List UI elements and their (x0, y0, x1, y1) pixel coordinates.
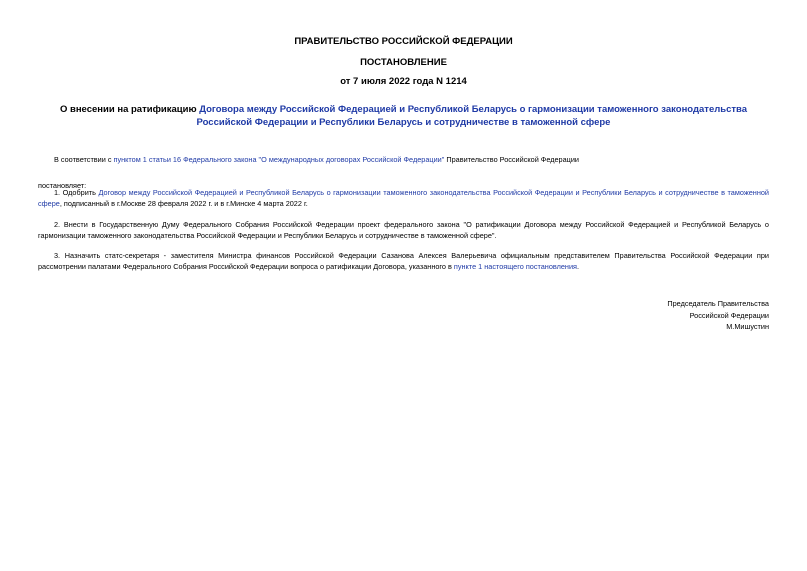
signature-name: М.Мишустин (726, 322, 769, 331)
intro-prefix: В соответствии с (54, 155, 114, 164)
title-prefix: О внесении на ратификацию (59, 104, 200, 115)
document-title (40, 103, 767, 129)
item-1-paragraph (38, 187, 769, 209)
treaty-link[interactable]: Договор между Российской Федерацией и Республикой Беларусь о гармонизации таможенного законодательства Российской Федерации и Республики Беларусь и сотрудничестве в таможенной сфере (38, 188, 769, 208)
document-type: ПОСТАНОВЛЕНИЕ (360, 57, 447, 68)
item-2-paragraph: 2. Внести в Государственную Думу Федерального Собрания Российской Федерации проект федерального закона "О ратификации Договора между Российской Федерацией и Республикой Беларусь о гармонизации таможенного законодательства Российской Федерации и Республики Беларусь и сотрудничестве в таможенной сфере". (38, 220, 769, 240)
document-date-number: от 7 июля 2022 года N 1214 (340, 76, 467, 87)
government-header: ПРАВИТЕЛЬСТВО РОССИЙСКОЙ ФЕДЕРАЦИИ (294, 36, 513, 47)
intro-suffix: Правительство Российской Федерации (444, 155, 580, 164)
intro-paragraph (38, 154, 769, 165)
clause-1-link[interactable]: пункте 1 настоящего постановления (453, 262, 577, 271)
treaty-title-link[interactable]: Договора между Российской Федерацией и Республикой Беларусь о гармонизации таможенного законодательства Российской Федерации и Республики Беларусь и сотрудничестве в таможенной сфере (196, 104, 748, 128)
law-article-link[interactable]: пунктом 1 статьи 16 Федерального закона "О международных договорах Российской Федерации" (113, 155, 445, 164)
item-3-paragraph (38, 250, 769, 272)
signature-block (667, 298, 769, 333)
item-3-suffix: . (576, 262, 580, 271)
decree-word: постановляет: (38, 181, 87, 190)
signature-position-line2: Российской Федерации (689, 310, 769, 320)
signature-position-line1: Председатель Правительства (667, 299, 769, 308)
item-3-prefix: 3. Назначить статс-секретаря - заместителя Министра финансов Российской Федерации Сазанова Алексея Валерьевича официальным представителем Правительства Российской Федерации при рассмотрении палатами Федерального Собрания Российской Федерации вопроса о ратификации Договора, указанного в (38, 251, 769, 271)
item-1-suffix: , подписанный в г.Москве 28 февраля 2022 г. и в г.Минске 4 марта 2022 г. (59, 199, 308, 208)
item-1-prefix: 1. Одобрить (54, 188, 99, 197)
